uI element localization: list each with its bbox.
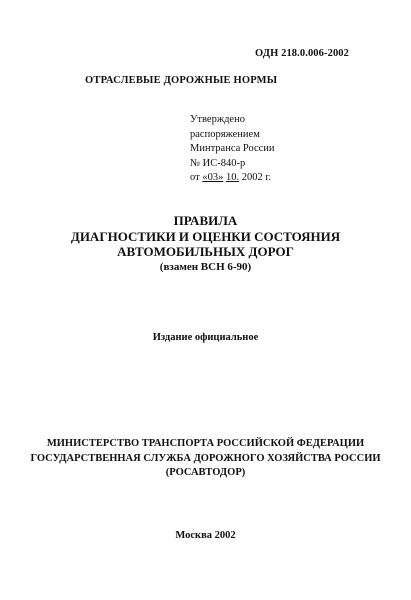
publisher-block: [0, 437, 411, 481]
document-title: [0, 213, 411, 275]
title-replaces: (взамен ВСН 6-90): [159, 260, 252, 273]
approval-date: [190, 171, 275, 186]
norms-series-label: ОТРАСЛЕВЫЕ ДОРОЖНЫЕ НОРМЫ: [85, 75, 278, 86]
approval-line-ministry: Минтранса России: [190, 143, 275, 155]
publisher-line-service: ГОСУДАРСТВЕННАЯ СЛУЖБА ДОРОЖНОГО ХОЗЯЙСТВА РОССИИ: [30, 452, 381, 464]
title-line-rules: ПРАВИЛА: [173, 213, 238, 228]
document-code: ОДН 218.0.006-2002: [255, 48, 349, 59]
approval-date-prefix: от: [190, 172, 203, 184]
publisher-line-ministry: МИНИСТЕРСТВО ТРАНСПОРТА РОССИЙСКОЙ ФЕДЕРАЦИИ: [46, 438, 365, 449]
city-year: Москва 2002: [175, 530, 236, 541]
approval-date-suffix: 2002 г.: [239, 172, 272, 184]
approval-date-month: 10.: [225, 172, 240, 184]
title-line-roads: АВТОМОБИЛЬНЫХ ДОРОГ: [117, 244, 294, 259]
approval-line-order: распоряжением: [190, 128, 260, 140]
approval-line-approved: Утверждено: [190, 114, 245, 125]
publisher-line-abbrev: (РОСАВТОДОР): [165, 467, 246, 478]
approval-line-number: № ИС-840-р: [190, 157, 246, 169]
official-edition-label: Издание официальное: [152, 332, 259, 343]
approval-block: [190, 113, 275, 186]
title-line-diagnostics: ДИАГНОСТИКИ И ОЦЕНКИ СОСТОЯНИЯ: [70, 228, 341, 244]
approval-date-day: «03»: [202, 172, 224, 184]
